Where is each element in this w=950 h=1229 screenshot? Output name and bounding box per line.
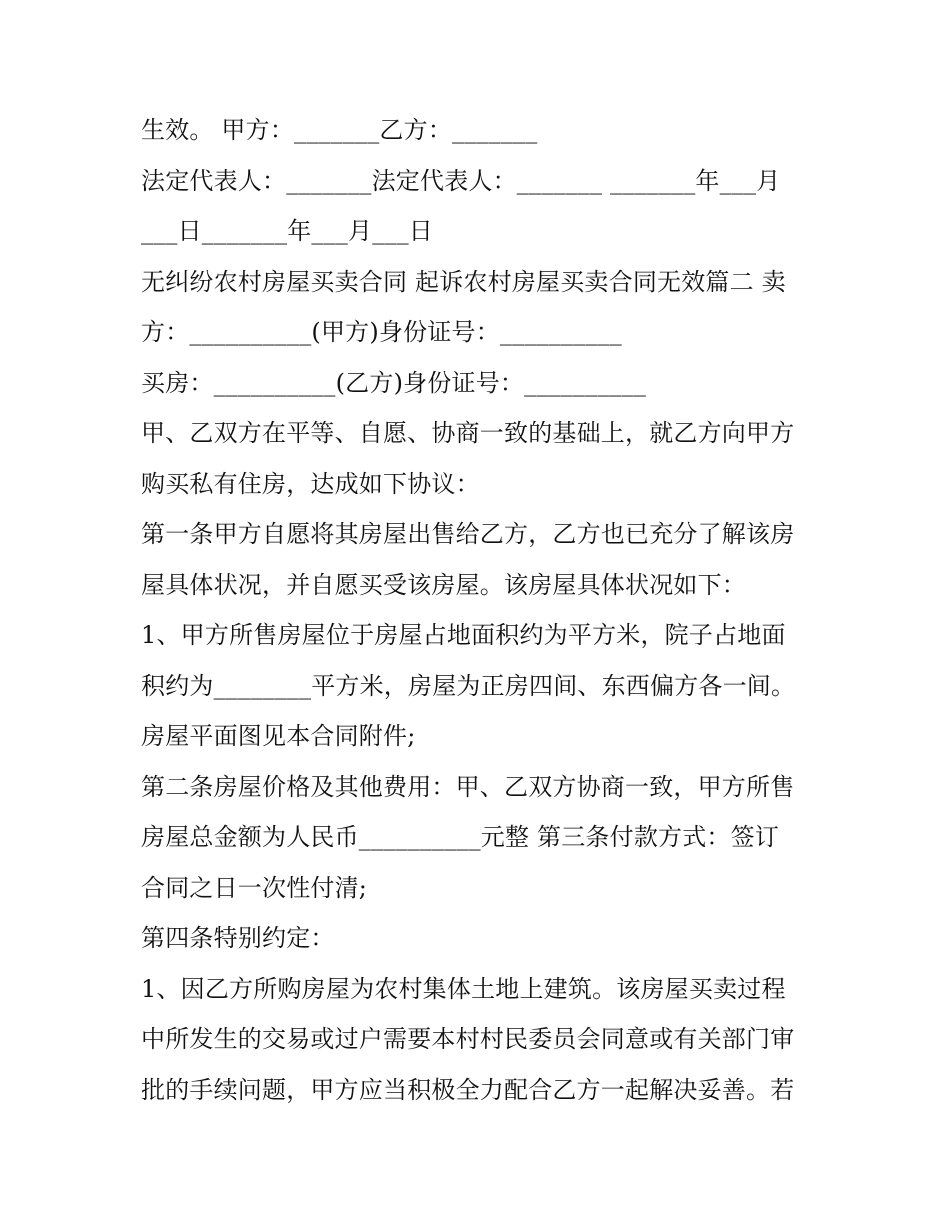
text-line: 第一条甲方自愿将其房屋出售给乙方，乙方也已充分了解该房 [141,520,795,548]
text-line: 买房：__________(乙方)身份证号：__________ [141,368,647,397]
text-line: 购买私有住房，达成如下协议： [141,469,480,498]
text-line: 1、因乙方所购房屋为农村集体土地上建筑。该房屋买卖过程 [141,974,786,1003]
document-body [141,105,831,1115]
text-line: 方：__________(甲方)身份证号：__________ [141,318,622,346]
text-line: 第四条特别约定： [141,924,335,952]
text-line: ___日_______年___月___日 [141,217,433,245]
text-line: 生效。 甲方：_______乙方：_______ [141,116,538,144]
text-line: 批的手续问题，甲方应当积极全力配合乙方一起解决妥善。若 [141,1075,795,1104]
text-line: 法定代表人：_______法定代表人：_______ _______年___月 [141,166,781,195]
text-line: 1、甲方所售房屋位于房屋占地面积约为平方米，院子占地面 [141,621,786,649]
text-line: 积约为________平方米，房屋为正房四间、东西偏方各一间。 [141,671,796,700]
text-line: 甲、乙双方在平等、自愿、协商一致的基础上，就乙方向甲方 [141,419,795,447]
text-line: 第二条房屋价格及其他费用：甲、乙双方协商一致，甲方所售 [141,772,795,801]
text-line: 房屋平面图见本合同附件; [141,722,416,750]
text-line: 房屋总金额为人民币__________元整 第三条付款方式：签订 [141,823,780,851]
text-line: 中所发生的交易或过户需要本村村民委员会同意或有关部门审 [141,1025,795,1053]
text-line: 屋具体状况，并自愿买受该房屋。该房屋具体状况如下： [141,570,746,599]
text-line: 合同之日一次性付清; [141,873,368,902]
text-line: 无纠纷农村房屋买卖合同 起诉农村房屋买卖合同无效篇二 卖 [141,267,786,296]
